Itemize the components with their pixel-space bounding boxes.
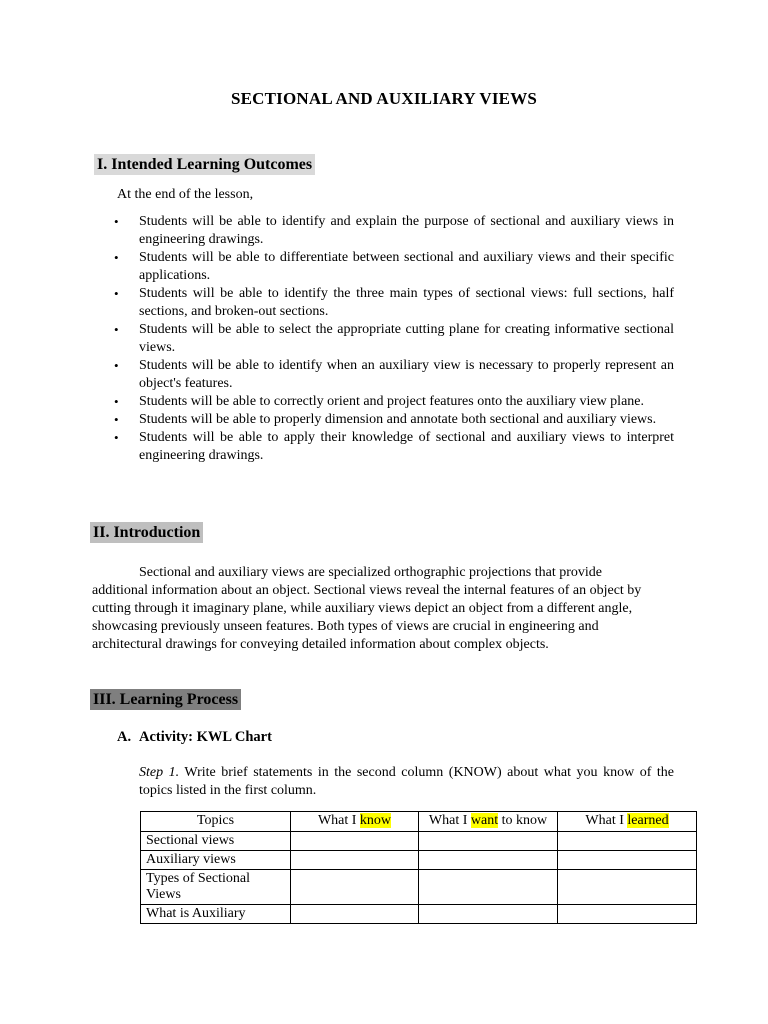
highlight-know: know bbox=[359, 813, 392, 828]
list-item: • Students will be able to identify the three main types of sectional views: full sections, half sections, and broken-out sections. bbox=[114, 285, 674, 321]
know-cell[interactable] bbox=[291, 832, 419, 851]
list-item: • Students will be able to identify and explain the purpose of sectional and auxiliary views in engineering drawings. bbox=[114, 213, 674, 249]
table-row bbox=[141, 870, 697, 905]
highlight-learned: learned bbox=[627, 813, 669, 828]
table-row bbox=[141, 851, 697, 870]
section-heading-introduction: II. Introduction bbox=[90, 522, 203, 543]
header-topics: Topics bbox=[141, 812, 291, 832]
introduction-paragraph: Sectional and auxiliary views are specialized orthographic projections that provide additional information about an object. Sectional views reveal the internal features of an object by cutting through it imaginary plane, while auxiliary views depict an object from a different angle, showcasing previously unseen features. Both types of views are crucial in engineering and architectural drawings for conveying detailed information about complex objects. bbox=[92, 565, 642, 652]
outcomes-intro: At the end of the lesson, bbox=[117, 187, 254, 202]
list-item: • Students will be able to select the appropriate cutting plane for creating informative sectional views. bbox=[114, 321, 674, 357]
header-learned-prefix: What I bbox=[585, 813, 628, 828]
section-heading-outcomes: I. Intended Learning Outcomes bbox=[94, 154, 315, 175]
document-title: SECTIONAL AND AUXILIARY VIEWS bbox=[230, 89, 538, 108]
want-cell[interactable] bbox=[419, 851, 558, 870]
header-learned bbox=[558, 812, 697, 832]
step-instruction bbox=[139, 764, 674, 800]
header-want-suffix: to know bbox=[498, 813, 548, 828]
list-item: • Students will be able to identify when an auxiliary view is necessary to properly represent an object's features. bbox=[114, 357, 674, 393]
header-want-prefix: What I bbox=[428, 813, 471, 828]
topic-cell: What is Auxiliary bbox=[141, 905, 291, 924]
list-item: • Students will be able to differentiate between sectional and auxiliary views and their specific applications. bbox=[114, 249, 674, 285]
activity-heading bbox=[117, 729, 272, 746]
kwl-table bbox=[140, 811, 697, 924]
topic-cell: Types of Sectional Views bbox=[141, 870, 291, 905]
table-header-row bbox=[141, 812, 697, 832]
learned-cell[interactable] bbox=[558, 905, 697, 924]
header-know bbox=[291, 812, 419, 832]
want-cell[interactable] bbox=[419, 905, 558, 924]
learned-cell[interactable] bbox=[558, 870, 697, 905]
step-text: Write brief statements in the second column (KNOW) about what you know of the topics listed in the first column. bbox=[139, 765, 674, 798]
want-cell[interactable] bbox=[419, 832, 558, 851]
table-row bbox=[141, 905, 697, 924]
know-cell[interactable] bbox=[291, 905, 419, 924]
table-row bbox=[141, 832, 697, 851]
list-item: • Students will be able to apply their knowledge of sectional and auxiliary views to interpret engineering drawings. bbox=[114, 429, 674, 465]
highlight-want: want bbox=[470, 813, 499, 828]
outcomes-list bbox=[114, 213, 674, 465]
topic-cell: Sectional views bbox=[141, 832, 291, 851]
step-label: Step 1. bbox=[139, 765, 180, 780]
section-heading-learning-process: III. Learning Process bbox=[90, 689, 241, 710]
header-want bbox=[419, 812, 558, 832]
learned-cell[interactable] bbox=[558, 851, 697, 870]
know-cell[interactable] bbox=[291, 870, 419, 905]
list-item: • Students will be able to properly dimension and annotate both sectional and auxiliary views. bbox=[114, 411, 674, 429]
topic-cell: Auxiliary views bbox=[141, 851, 291, 870]
list-item: • Students will be able to correctly orient and project features onto the auxiliary view plane. bbox=[114, 393, 674, 411]
activity-letter: A. bbox=[117, 729, 132, 745]
activity-title: Activity: KWL Chart bbox=[139, 729, 272, 745]
learned-cell[interactable] bbox=[558, 832, 697, 851]
want-cell[interactable] bbox=[419, 870, 558, 905]
header-know-prefix: What I bbox=[317, 813, 360, 828]
know-cell[interactable] bbox=[291, 851, 419, 870]
